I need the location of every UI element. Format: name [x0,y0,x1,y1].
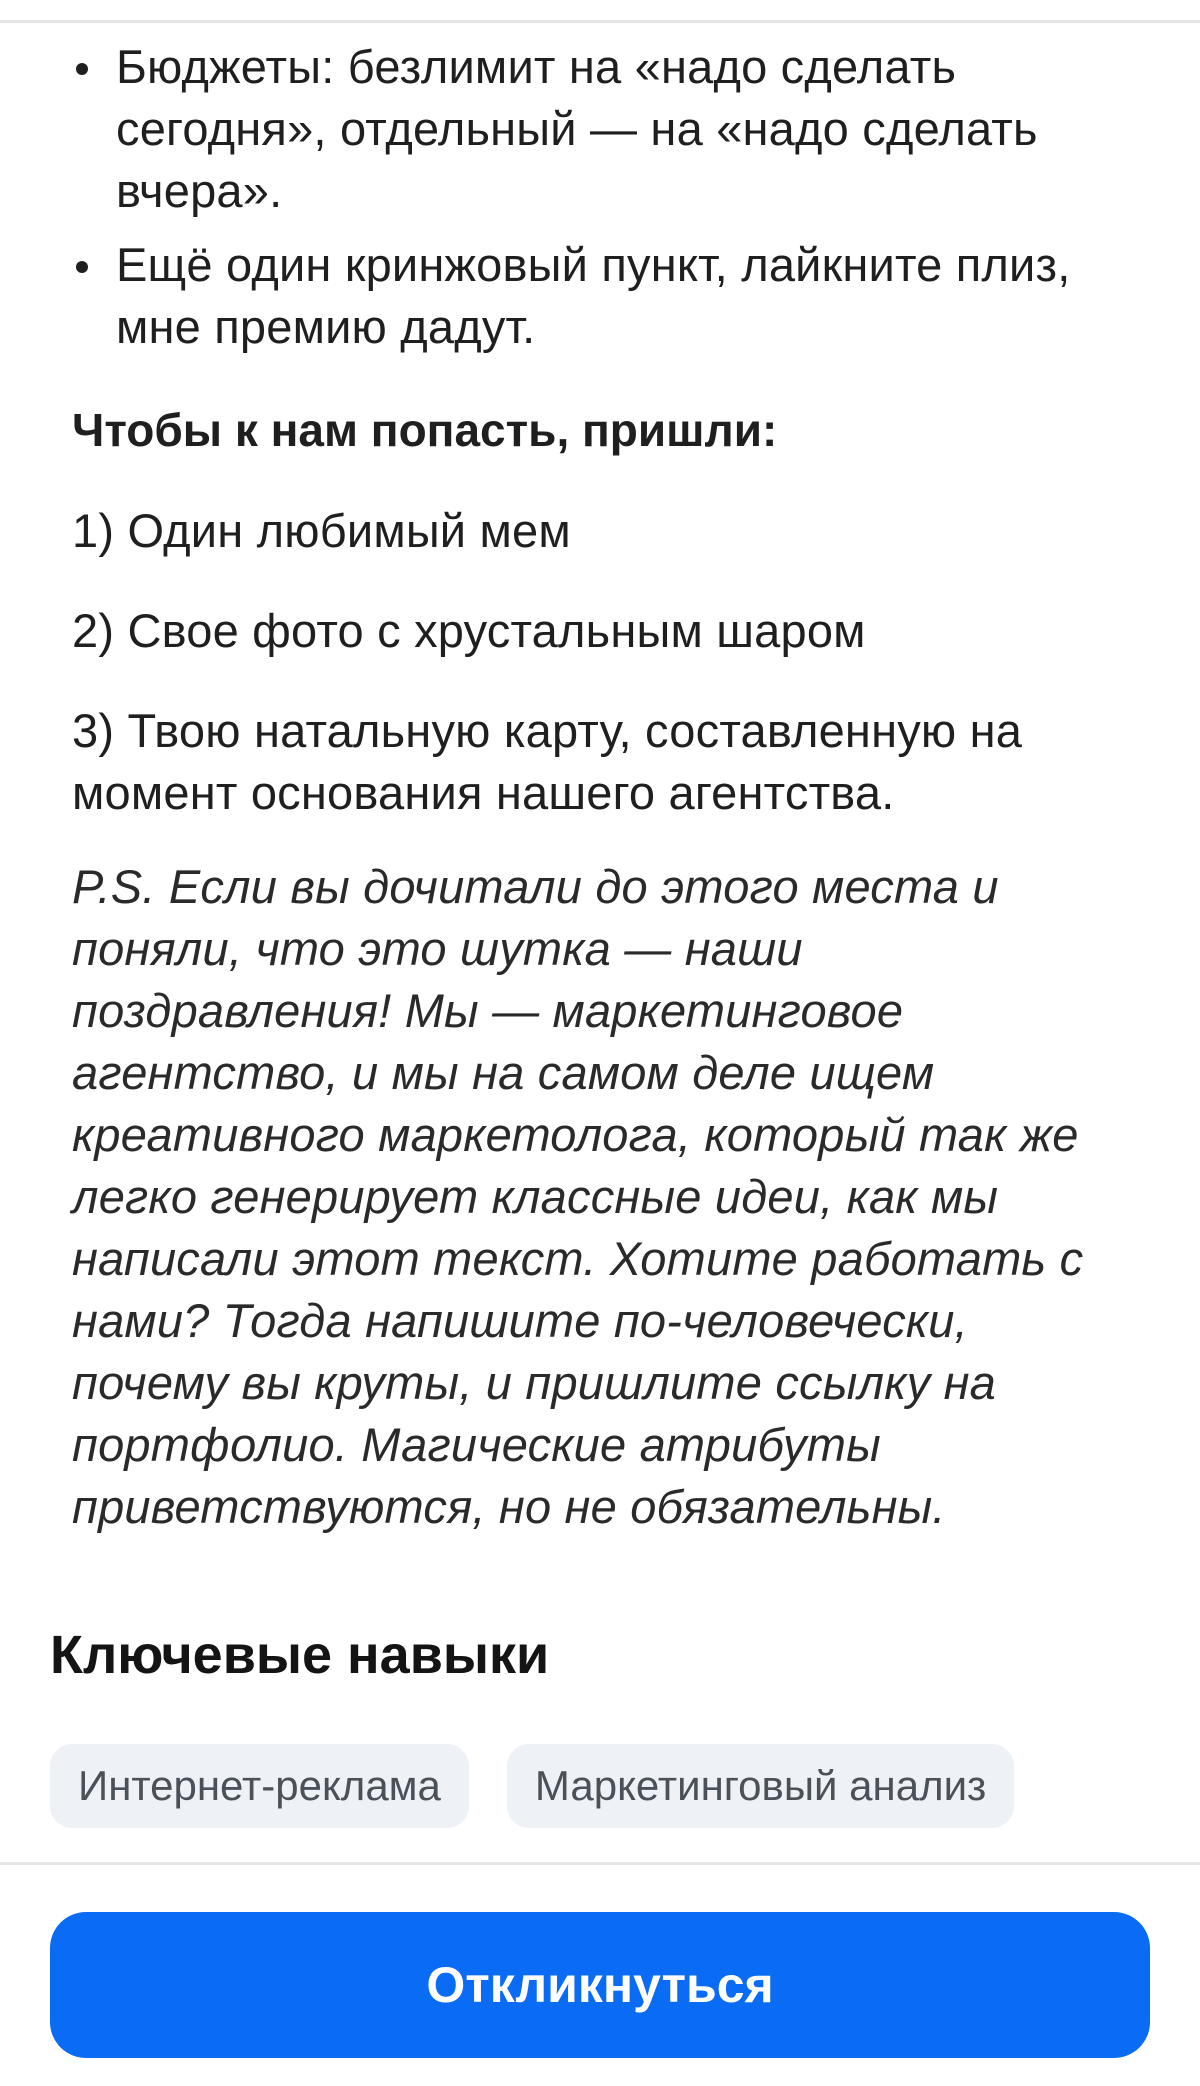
apply-step: 3) Твою натальную карту, составленную на момент основания нашего агентства. [72,704,1023,819]
apply-heading: Чтобы к нам попасть, пришли: [72,404,778,456]
skill-tag: Интернет-реклама [50,1744,469,1828]
apply-step: 2) Свое фото с хрустальным шаром [72,604,866,657]
list-item-text: Бюджеты: безлимит на «надо сделать сегодня», отдельный — на «надо сделать вчера». [116,40,1038,217]
postscript-text: P.S. Если вы дочитали до этого места и поняли, что это шутка — наши поздравления! Мы — маркетинговое агентство, и мы на самом деле ищем креативного маркетолога, который так же легко генерирует классные идеи, как мы написали этот текст. Хотите работать с нами? Тогда напишите по-человечески, почему вы круты, и пришлите ссылку на портфолио. Магические атрибуты приветствуются, но не обязательны. [72,860,1084,1533]
skills-heading: Ключевые навыки [50,1625,550,1685]
bullet-icon [76,63,88,75]
list-item-text: Ещё один кринжовый пункт, лайкните плиз, мне премию дадут. [116,238,1071,353]
bullet-list [72,36,1112,370]
bullet-icon [76,261,88,273]
apply-step: 1) Один любимый мем [72,504,571,557]
list-item [72,234,1112,358]
respond-button[interactable]: Откликнуться [50,1912,1150,2058]
skills-tags [50,1744,1014,1828]
bottom-divider [0,1862,1200,1865]
skill-tag: Маркетинговый анализ [507,1744,1014,1828]
top-divider [0,20,1200,23]
list-item [72,36,1112,222]
